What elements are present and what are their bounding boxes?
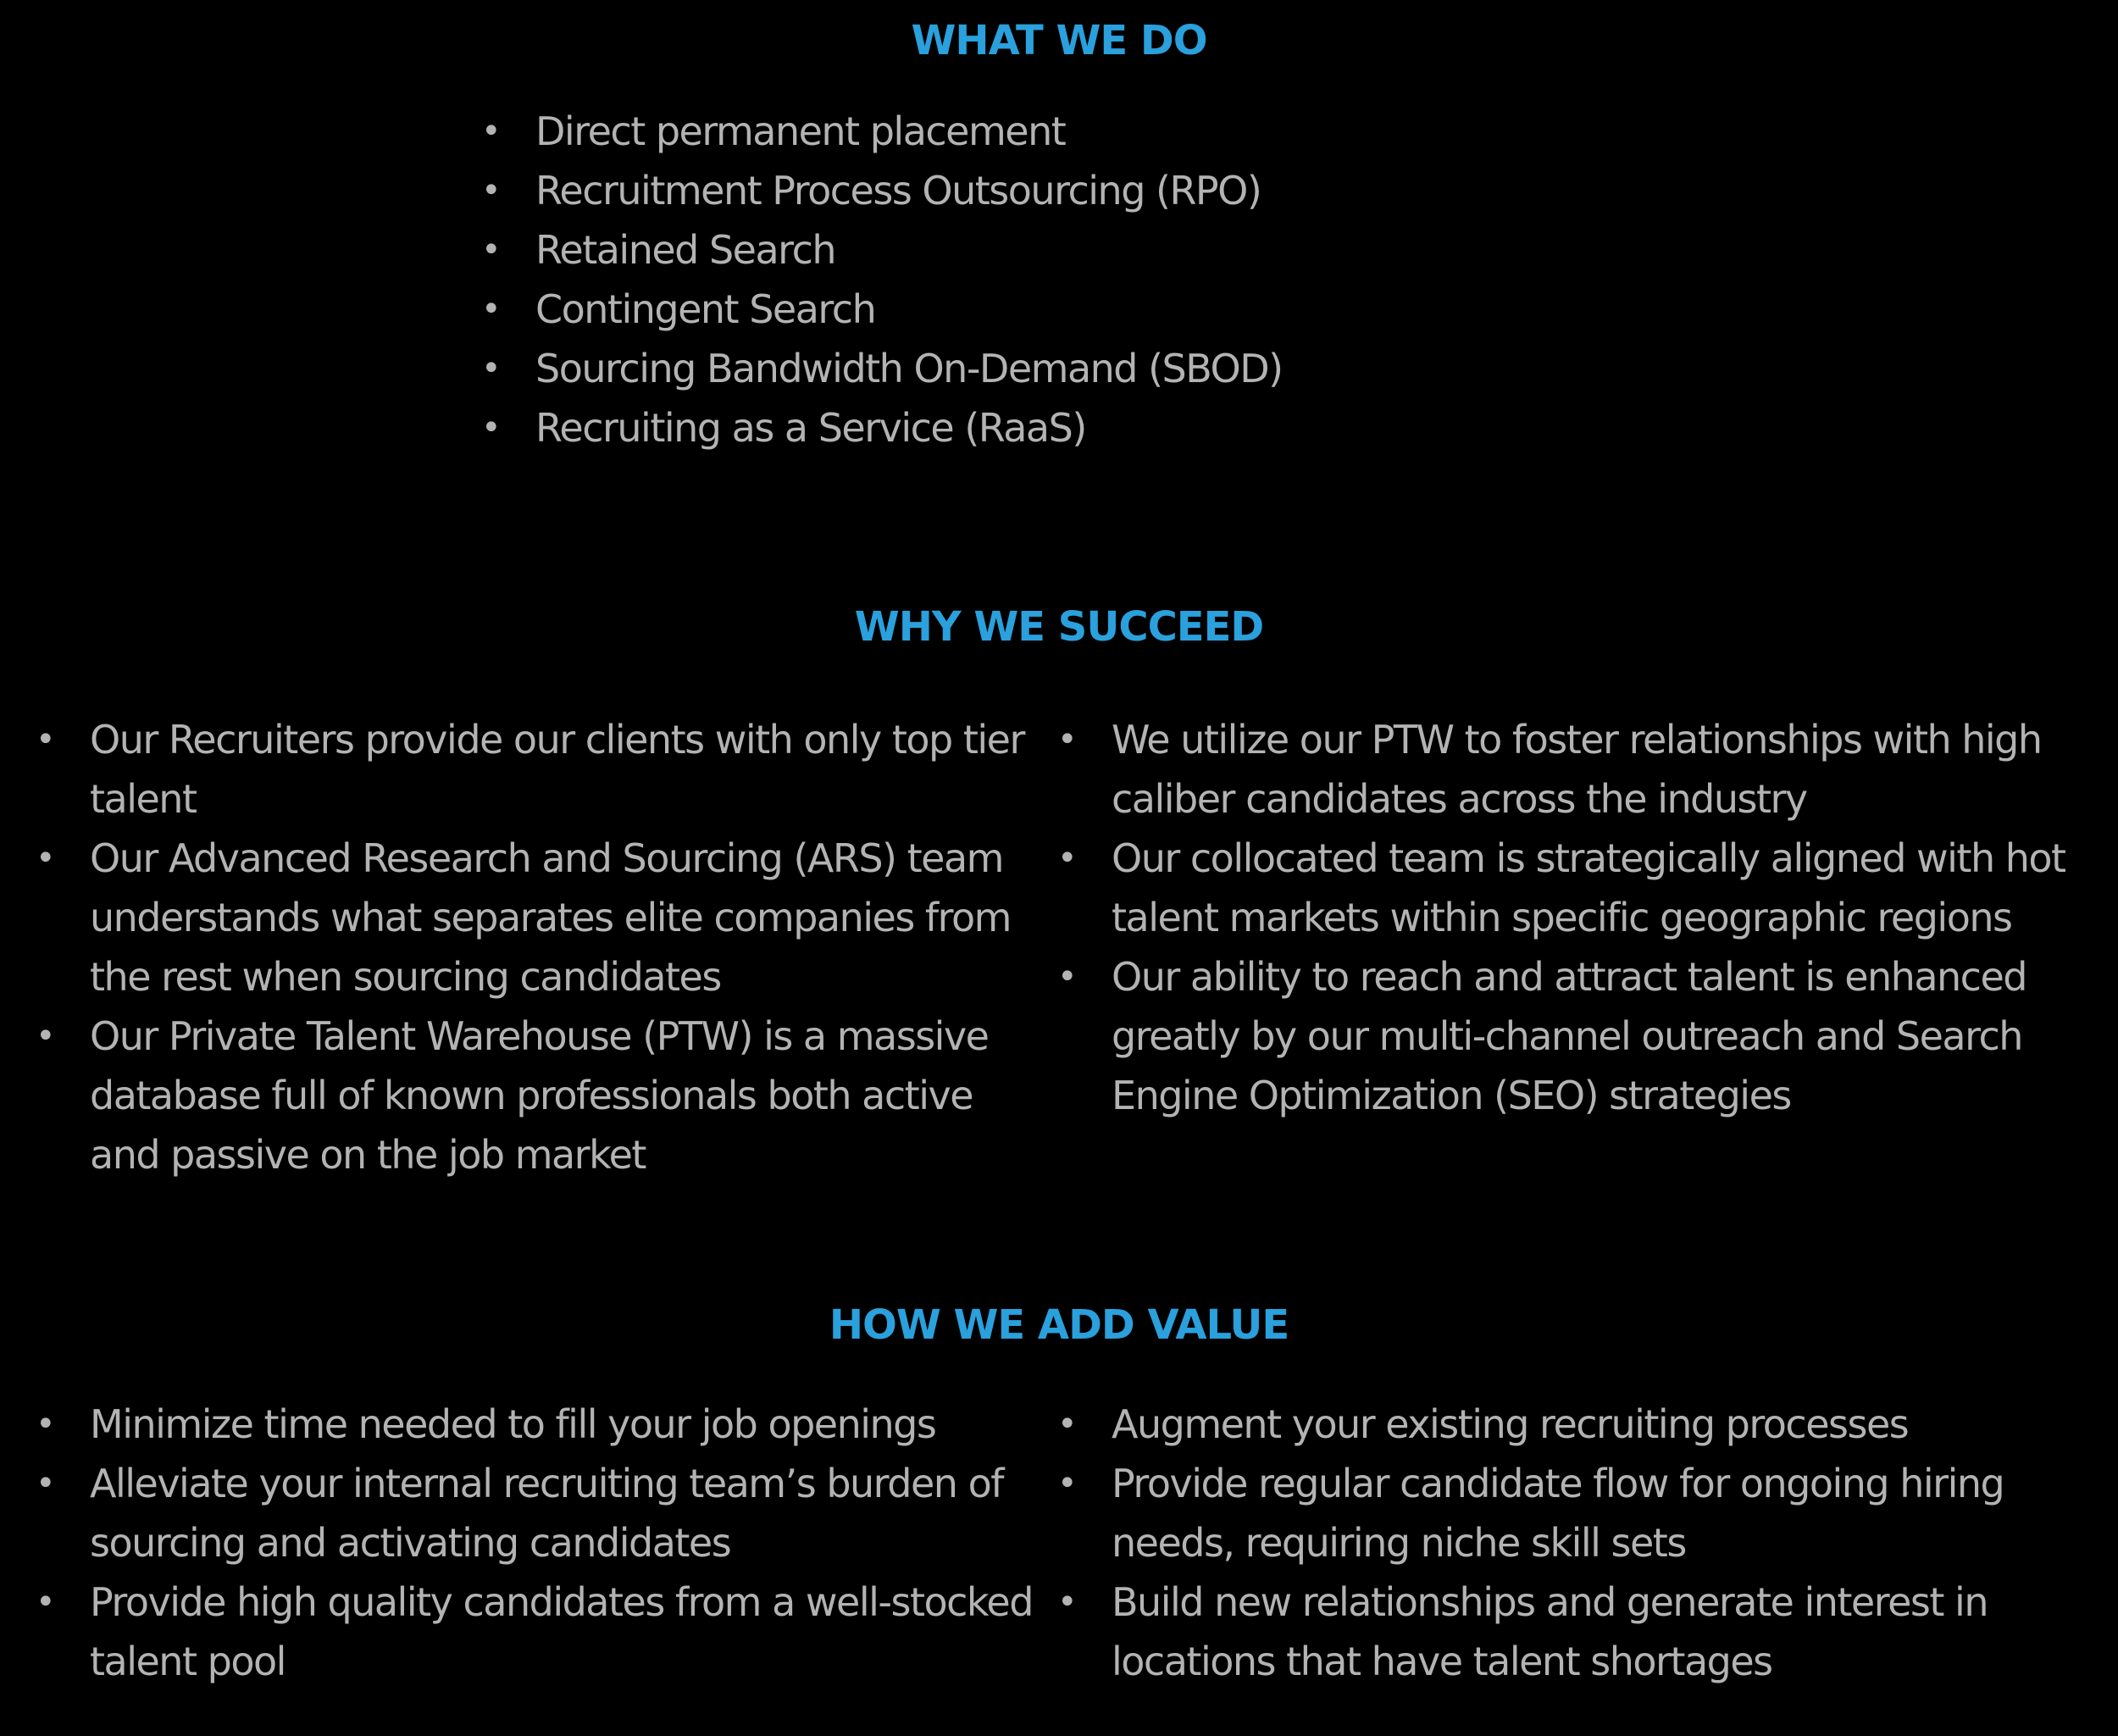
list-item-text: Our collocated team is strategically aligned with hot talent markets within specific geographic regions xyxy=(1112,835,2065,940)
bullet-icon: • xyxy=(36,1464,55,1503)
list-item xyxy=(481,102,1413,161)
list-item-text: Provide regular candidate flow for ongoing hiring needs, requiring niche skill sets xyxy=(1112,1461,2004,1566)
bullet-icon: • xyxy=(1057,1464,1077,1503)
bullet-icon: • xyxy=(1057,957,1077,996)
list-item-text: Retained Search xyxy=(535,227,836,273)
why-we-succeed-heading: WHY WE SUCCEED xyxy=(854,603,1264,651)
list-item-text: Provide high quality candidates from a well-stocked talent pool xyxy=(90,1579,1033,1684)
list-item xyxy=(481,398,1413,458)
why-we-succeed-right-list xyxy=(1057,710,2091,1125)
bullet-icon: • xyxy=(481,171,501,210)
list-item xyxy=(36,710,1035,829)
bullet-icon: • xyxy=(36,1583,55,1622)
list-item-text: Sourcing Bandwidth On-Demand (SBOD) xyxy=(535,346,1283,391)
bullet-icon: • xyxy=(36,720,55,759)
list-item xyxy=(1057,1395,2091,1454)
bullet-icon: • xyxy=(36,1017,55,1056)
bullet-icon: • xyxy=(1057,1405,1077,1444)
list-item-text: Contingent Search xyxy=(535,286,876,332)
list-item xyxy=(36,1454,1044,1572)
list-item xyxy=(481,161,1413,220)
list-item xyxy=(1057,1454,2091,1572)
bullet-icon: • xyxy=(481,349,501,388)
what-we-do-heading: WHAT WE DO xyxy=(911,17,1207,64)
bullet-icon: • xyxy=(481,230,501,269)
bullet-icon: • xyxy=(481,408,501,447)
list-item-text: Our Private Talent Warehouse (PTW) is a massive database full of known professionals both active and passive on the job market xyxy=(90,1013,989,1178)
list-item xyxy=(1057,947,2091,1125)
list-item-text: Build new relationships and generate interest in locations that have talent shortages xyxy=(1112,1579,1988,1684)
list-item xyxy=(36,1007,1035,1184)
bullet-icon: • xyxy=(481,290,501,329)
how-we-add-value-left-list xyxy=(36,1395,1044,1691)
list-item-text: We utilize our PTW to foster relationships with high caliber candidates across the industry xyxy=(1112,717,2042,822)
list-item-text: Our Recruiters provide our clients with only top tier talent xyxy=(90,717,1024,822)
list-item-text: Our Advanced Research and Sourcing (ARS) team understands what separates elite companies from the rest when sourcing candidates xyxy=(90,835,1011,1000)
list-item xyxy=(1057,1572,2091,1691)
list-item-text: Minimize time needed to fill your job openings xyxy=(90,1401,936,1447)
list-item-text: Recruiting as a Service (RaaS) xyxy=(535,405,1086,451)
list-item-text: Augment your existing recruiting processes xyxy=(1112,1401,1909,1447)
bullet-icon: • xyxy=(36,1405,55,1444)
bullet-icon: • xyxy=(36,839,55,878)
list-item xyxy=(36,1395,1044,1454)
list-item xyxy=(481,339,1413,398)
list-item-text: Recruitment Process Outsourcing (RPO) xyxy=(535,168,1261,214)
list-item xyxy=(36,1572,1044,1691)
list-item-text: Direct permanent placement xyxy=(535,108,1066,154)
what-we-do-list xyxy=(481,102,1413,458)
list-item xyxy=(36,829,1035,1007)
list-item xyxy=(481,220,1413,280)
bullet-icon: • xyxy=(481,112,501,151)
list-item-text: Alleviate your internal recruiting team’s burden of sourcing and activating candidates xyxy=(90,1461,1003,1566)
list-item-text: Our ability to reach and attract talent is enhanced greatly by our multi-channel outreach and Search Engine Optimization (SEO) strategies xyxy=(1112,954,2027,1118)
how-we-add-value-heading: HOW WE ADD VALUE xyxy=(829,1301,1289,1349)
why-we-succeed-left-list xyxy=(36,710,1035,1184)
bullet-icon: • xyxy=(1057,839,1077,878)
list-item xyxy=(1057,710,2091,829)
bullet-icon: • xyxy=(1057,1583,1077,1622)
bullet-icon: • xyxy=(1057,720,1077,759)
list-item xyxy=(481,280,1413,339)
list-item xyxy=(1057,829,2091,947)
how-we-add-value-right-list xyxy=(1057,1395,2091,1691)
